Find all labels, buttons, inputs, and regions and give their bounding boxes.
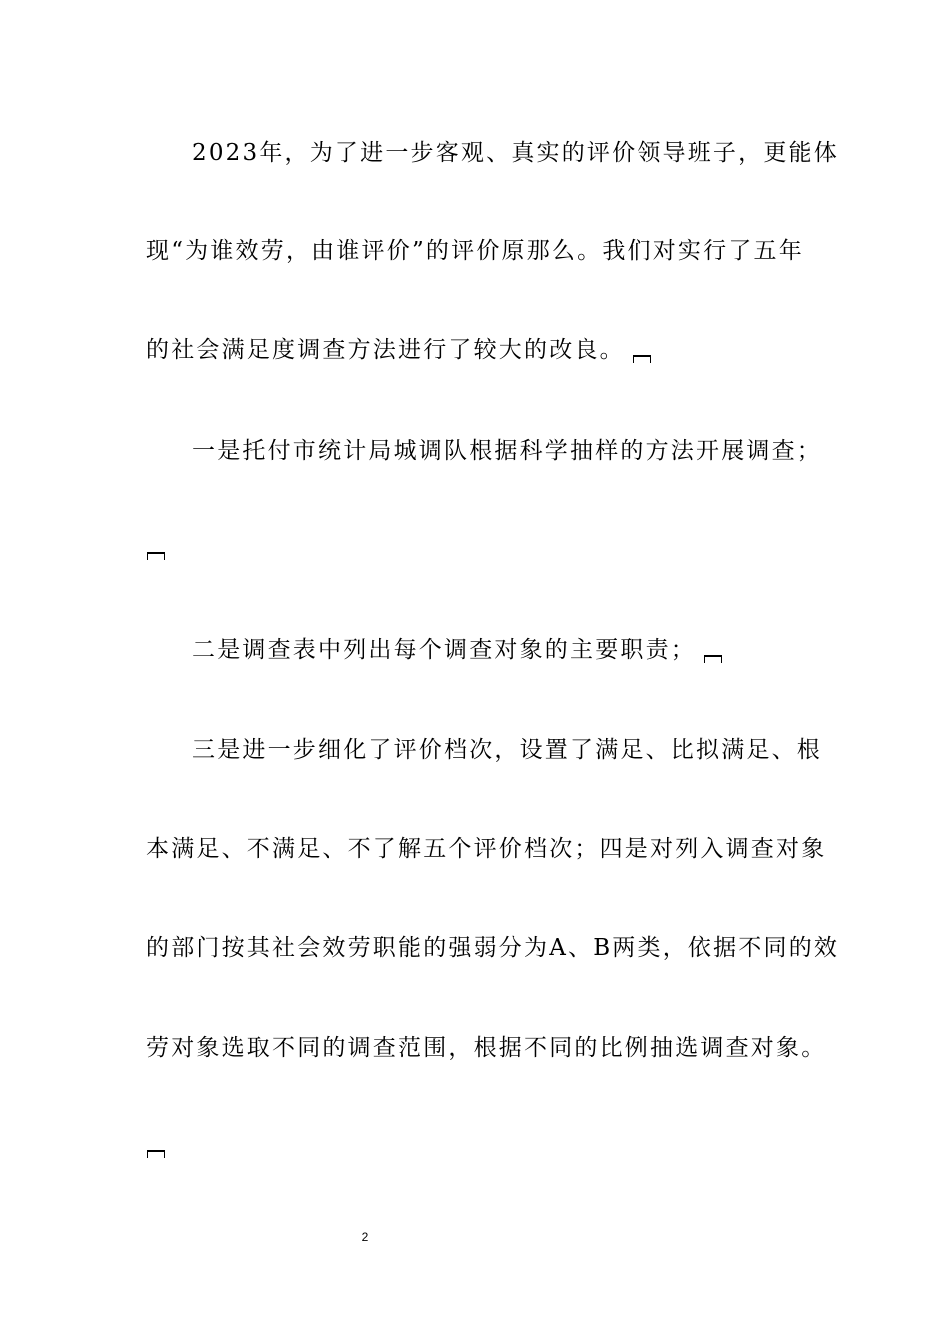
page-number: 2: [361, 1230, 369, 1244]
paragraph-3-line-1: 二是调查表中列出每个调查对象的主要职责；: [192, 635, 852, 665]
paragraph-4-line-4: 劳对象选取不同的调查范围，根据不同的比例抽选调查对象。: [146, 1035, 827, 1061]
paragraph-mark-icon: [704, 655, 722, 663]
paragraph-1-line-2: 现“为谁效劳，由谁评价”的评价原那么。我们对实行了五年: [146, 238, 804, 264]
paragraph-4-line-1: 三是进一步细化了评价档次，设置了满足、比拟满足、根: [192, 737, 822, 763]
paragraph-mark-icon: [147, 552, 165, 560]
paragraph-2-line-1: 一是托付市统计局城调队根据科学抽样的方法开展调查；: [192, 438, 822, 464]
paragraph-mark-icon: [633, 355, 651, 363]
paragraph-4-line-2: 本满足、不满足、不了解五个评价档次；四是对列入调查对象: [146, 836, 827, 862]
paragraph-4-line-3: 的部门按其社会效劳职能的强弱分为A、B两类，依据不同的效: [146, 935, 840, 961]
paragraph-1-line-3: 的社会满足度调查方法进行了较大的改良。: [146, 335, 806, 365]
paragraph-1-line-1: 2023年，为了进一步客观、真实的评价领导班子，更能体: [192, 140, 839, 166]
paragraph-mark-icon: [147, 1150, 165, 1158]
